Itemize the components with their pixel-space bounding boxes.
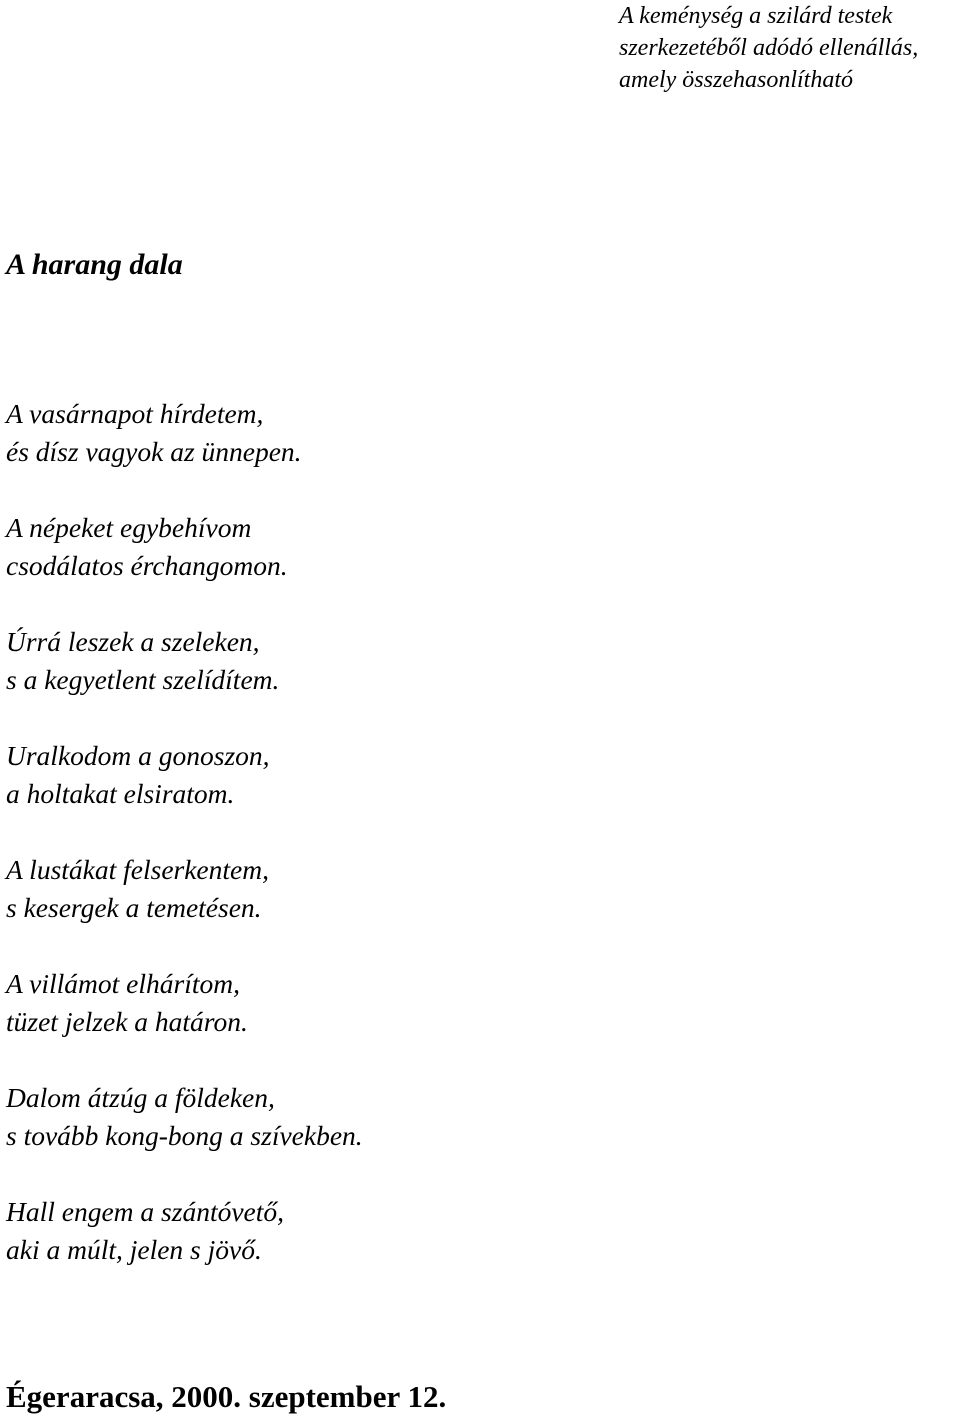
verse-line: aki a múlt, jelen s jövő. bbox=[6, 1234, 262, 1265]
verse-line: A népeket egybehívom bbox=[6, 512, 252, 543]
verse-line: s kesergek a temetésen. bbox=[6, 892, 262, 923]
stanza-1 bbox=[6, 395, 302, 471]
stanza-6 bbox=[6, 965, 248, 1041]
verse-line: csodálatos érchangomon. bbox=[6, 550, 288, 581]
header-note-line: szerkezetéből adódó ellenállás, bbox=[619, 35, 919, 61]
header-note-line: A keménység a szilárd testek bbox=[619, 3, 893, 29]
verse-line: s a kegyetlent szelídítem. bbox=[6, 664, 280, 695]
verse-line: tüzet jelzek a határon. bbox=[6, 1006, 248, 1037]
verse-line: a holtakat elsiratom. bbox=[6, 778, 235, 809]
verse-line: A villámot elhárítom, bbox=[6, 968, 240, 999]
header-note-line: amely összehasonlítható bbox=[619, 67, 853, 93]
verse-line: Úrrá leszek a szeleken, bbox=[6, 626, 260, 657]
poem-title: A harang dala bbox=[6, 248, 183, 281]
verse-line: és dísz vagyok az ünnepen. bbox=[6, 436, 302, 467]
verse-line: Hall engem a szántóvető, bbox=[6, 1196, 285, 1227]
verse-line: Dalom átzúg a földeken, bbox=[6, 1082, 275, 1113]
stanza-7 bbox=[6, 1079, 363, 1155]
stanza-8 bbox=[6, 1193, 284, 1269]
signature-date: Égeraracsa, 2000. szeptember 12. bbox=[6, 1379, 447, 1414]
verse-line: Uralkodom a gonoszon, bbox=[6, 740, 270, 771]
header-note bbox=[619, 0, 954, 96]
stanza-2 bbox=[6, 509, 288, 585]
verse-line: s tovább kong-bong a szívekben. bbox=[6, 1120, 363, 1151]
stanza-5 bbox=[6, 851, 269, 927]
stanza-3 bbox=[6, 623, 279, 699]
verse-line: A vasárnapot hírdetem, bbox=[6, 398, 264, 429]
verse-line: A lustákat felserkentem, bbox=[6, 854, 269, 885]
stanza-4 bbox=[6, 737, 270, 813]
